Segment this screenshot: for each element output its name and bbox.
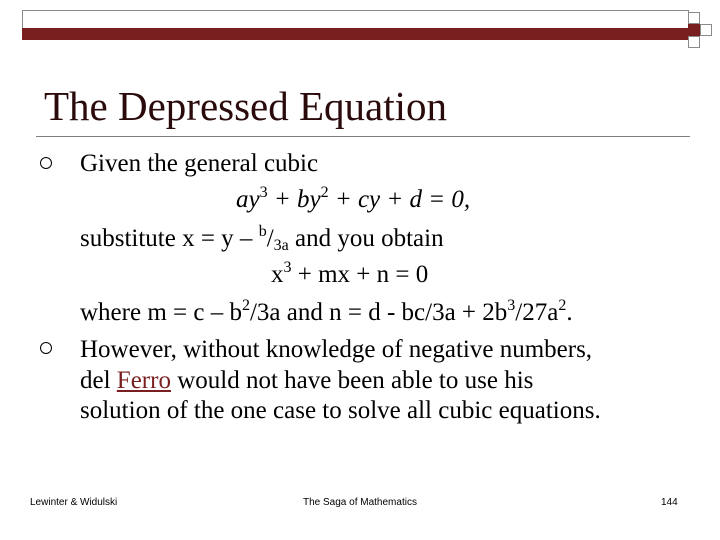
eq-part: + cy + d = 0, bbox=[328, 186, 471, 213]
corner-square-outline bbox=[688, 12, 700, 24]
ferro-link[interactable]: Ferro bbox=[116, 367, 171, 394]
eq-part: + mx + n = 0 bbox=[291, 261, 429, 288]
where-part: where m = c – b bbox=[80, 299, 242, 326]
fraction-numerator: b bbox=[258, 223, 267, 240]
where-exponent: 3 bbox=[507, 297, 516, 314]
equation-depressed-cubic bbox=[271, 259, 429, 288]
bullet-circle-icon bbox=[40, 157, 52, 169]
corner-square-outline bbox=[700, 24, 712, 36]
bullet-text-ferro-line bbox=[80, 368, 533, 393]
sub-part: substitute x = y – bbox=[80, 225, 259, 252]
eq-part: + by bbox=[267, 186, 321, 213]
eq-exponent: 3 bbox=[259, 184, 268, 201]
eq-part: ay bbox=[236, 186, 260, 213]
header-band bbox=[22, 28, 689, 40]
text-part: del bbox=[80, 367, 117, 394]
where-part: /27a bbox=[515, 299, 559, 326]
substitution-line bbox=[80, 223, 444, 254]
where-definition-line bbox=[80, 297, 573, 326]
footer-authors: Lewinter & Widulski bbox=[30, 497, 118, 508]
where-exponent: 2 bbox=[241, 297, 250, 314]
bullet-text-however: However, without knowledge of negative numbers, bbox=[80, 336, 593, 363]
header-band-outline bbox=[22, 10, 689, 28]
eq-exponent: 2 bbox=[320, 184, 329, 201]
slide-title: The Depressed Equation bbox=[44, 83, 448, 129]
equation-general-cubic bbox=[236, 184, 471, 213]
where-part: /3a and n = d - bc/3a + 2b bbox=[249, 299, 508, 326]
bullet-circle-icon bbox=[40, 342, 52, 354]
fraction-slash: / bbox=[266, 225, 274, 252]
eq-part: x bbox=[271, 261, 284, 288]
footer-page-number: 144 bbox=[661, 497, 678, 508]
sub-part: and you obtain bbox=[288, 225, 444, 252]
bullet-text-solution: solution of the one case to solve all cubic equations. bbox=[80, 397, 601, 424]
where-exponent: 2 bbox=[558, 297, 567, 314]
text-part: would not have been able to use his bbox=[170, 367, 534, 394]
corner-square-outline bbox=[688, 36, 700, 48]
title-divider bbox=[36, 136, 690, 137]
bullet-text-given: Given the general cubic bbox=[80, 150, 319, 177]
eq-exponent: 3 bbox=[283, 259, 292, 276]
where-part: . bbox=[566, 299, 573, 326]
footer-book-title: The Saga of Mathematics bbox=[303, 497, 417, 508]
corner-square-filled bbox=[688, 24, 700, 36]
fraction-denominator: 3a bbox=[273, 237, 289, 254]
